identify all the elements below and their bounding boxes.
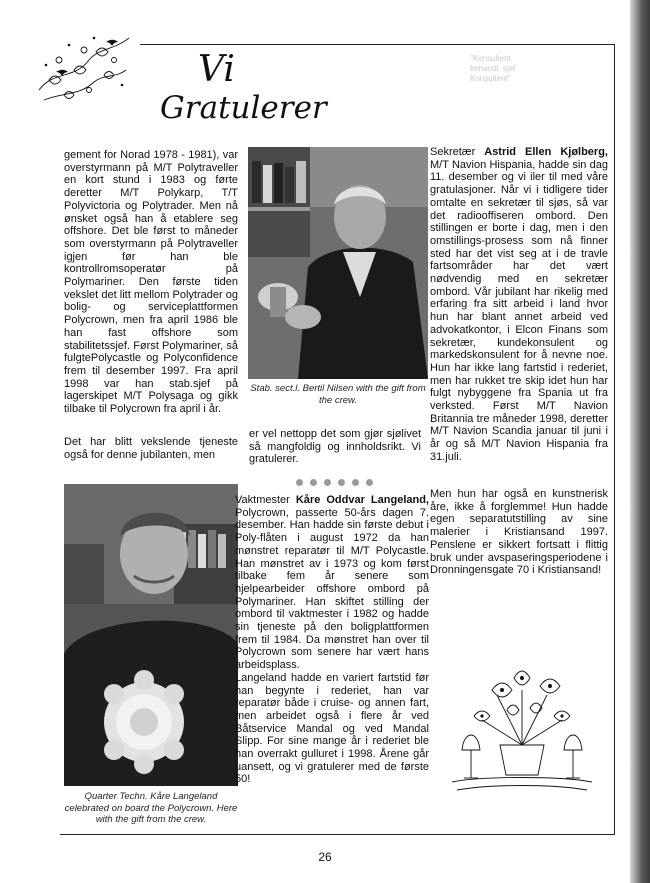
flower-bouquet-icon [452, 650, 592, 800]
article-2-name: Kåre Oddvar Langeland, [295, 494, 429, 506]
title-line-1: Vi [198, 49, 235, 90]
article-3-intro: Sekretær [430, 146, 476, 158]
divider-dot [296, 479, 303, 486]
divider-dot [338, 479, 345, 486]
article-3-text-continued: Men hun har også en kunstnerisk åre, ikke å forglemme! Hun hadde egen separatutstilling av sine malerier i Kristiansand 1997. Penslene er sikkert fortsatt i flittig bruk under avspaseringsperiodene i Dronningensgate 70 i Kristiansand! [430, 488, 608, 577]
section-divider-dots [296, 479, 376, 489]
photo-1-caption: Stab. sect.l. Bertil Nilsen with the gift from the crew. [250, 383, 426, 406]
article-2-body: Polycrown, passerte 50-års dagen 7. desember. Han hadde sin første debut i Poly-flåten i august 1972 da han mønstret reparatør til M/T Polycastle. Han mønstret av i 1973 og kom først tilbake fem år senere som hjelpearbeider offshore ombord på Polymariner. Han skiftet stilling der ombord til vaktmester i 1982 og hadde sin tjeneste på den boligplattformen frem til 1984. Da mønstret han over til Polycrown som senere har vært hans arbeidsplass. Langeland hadde en variert fartstid før han begynte i rederiet, han var reparatør både i cruise- og annen fart, men arbeidet også i flere år ved Båtservice Mandal og ved Mandal Slipp. For sine mange år i rederiet ble han overrakt gulluret i 1998. Årene går uansett, og vi gratulerer med de første 50! [235, 506, 429, 786]
divider-dot [352, 479, 359, 486]
photo-1-illustration [248, 147, 428, 379]
divider-dot [366, 479, 373, 486]
show-through-text: "Konsultent behandl. sjef Konsultent" [470, 54, 516, 83]
divider-dot [324, 479, 331, 486]
page-number: 26 [318, 850, 332, 864]
article-2-text [235, 494, 429, 786]
article-1-column-1-ending: Det har blitt vekslende tjeneste også for denne jubilanten, men [64, 436, 238, 461]
photo-2-caption: Quarter Techn. Kåre Langeland celebrated on board the Polycrown. Here with the gift from the crew. [64, 791, 238, 825]
photo-kare-langeland [64, 484, 238, 786]
article-3-name: Astrid Ellen Kjølberg, [484, 146, 608, 158]
photo-2-illustration [64, 484, 238, 786]
floral-ornament-icon [34, 30, 134, 110]
photo-bertil-nilsen [248, 147, 428, 379]
article-2-intro: Vaktmester [235, 494, 290, 506]
page-edge-shadow [630, 0, 650, 883]
frame-line-bottom [60, 834, 615, 835]
article-3-body: M/T Navion Hispania, hadde sin dag 11. desember og vi iler til med våre gratulasjoner. Når vi i tidligere tider omtalte en sekretær til sjøs, så var det radiooffiseren ombord. Den stillingen er borte i dag, men i den omstillings-prosess som nå finner sted har det vist seg at i de travle fartsområder har det vært nødvendig med en sekretær ombord. Vår jubilant har rikelig med erfaring fra sitt arbeid i land hvor hun har blant annet arbeid ved advokatkontor, i Elcon Finans som sekretær, kundekonsulent og markedskonsulent for å nevne noe. Hun har ikke lang fartstid i rederiet, men har rukket tre skip idet hun har fulgt nybyggene fra Spania ut fra verksted. Først M/T Navion Britannia tre måneder 1998, deretter M/T Navion Scandia januar til juni i år og så M/T Navion Hispania fra 31.juli. [430, 158, 608, 463]
article-1-column-1-text: gement for Norad 1978 - 1981), var overstyrmann på M/T Polytraveller en kort stund i 1983 og førte deretter M/T Polykarp, T/T Polyvictoria og Polytrader. Men nå ønsket også han å etablere seg offshore. Det ble først to måneder som overstyrmann på Polytraveller igjen før han ble kontrollromsoperatør på Polymariner. Den første tiden vekslet det litt mellom Polytrader og bolig- og serviceplattformen Polycrown, men fra april 1986 ble han fast offshore som stabilitetssjef. Først Polymariner, så fulgtePolycastle og Polyconfidence frem til desember 1997. Fra april 1998 var han stab.sjef på lagerskipet M/T Polysaga og gikk tilbake til Polycrown fra april i år. [64, 149, 238, 416]
divider-dot [310, 479, 317, 486]
title-line-2: Gratulerer [160, 90, 327, 126]
frame-line-right [614, 44, 615, 834]
article-1-column-2-ending: er vel nettopp det som gjør sjølivet så mangfoldig og innholdsrikt. Vi gratulerer. [249, 428, 421, 466]
article-3-text [430, 146, 608, 464]
frame-line-top [140, 44, 614, 45]
